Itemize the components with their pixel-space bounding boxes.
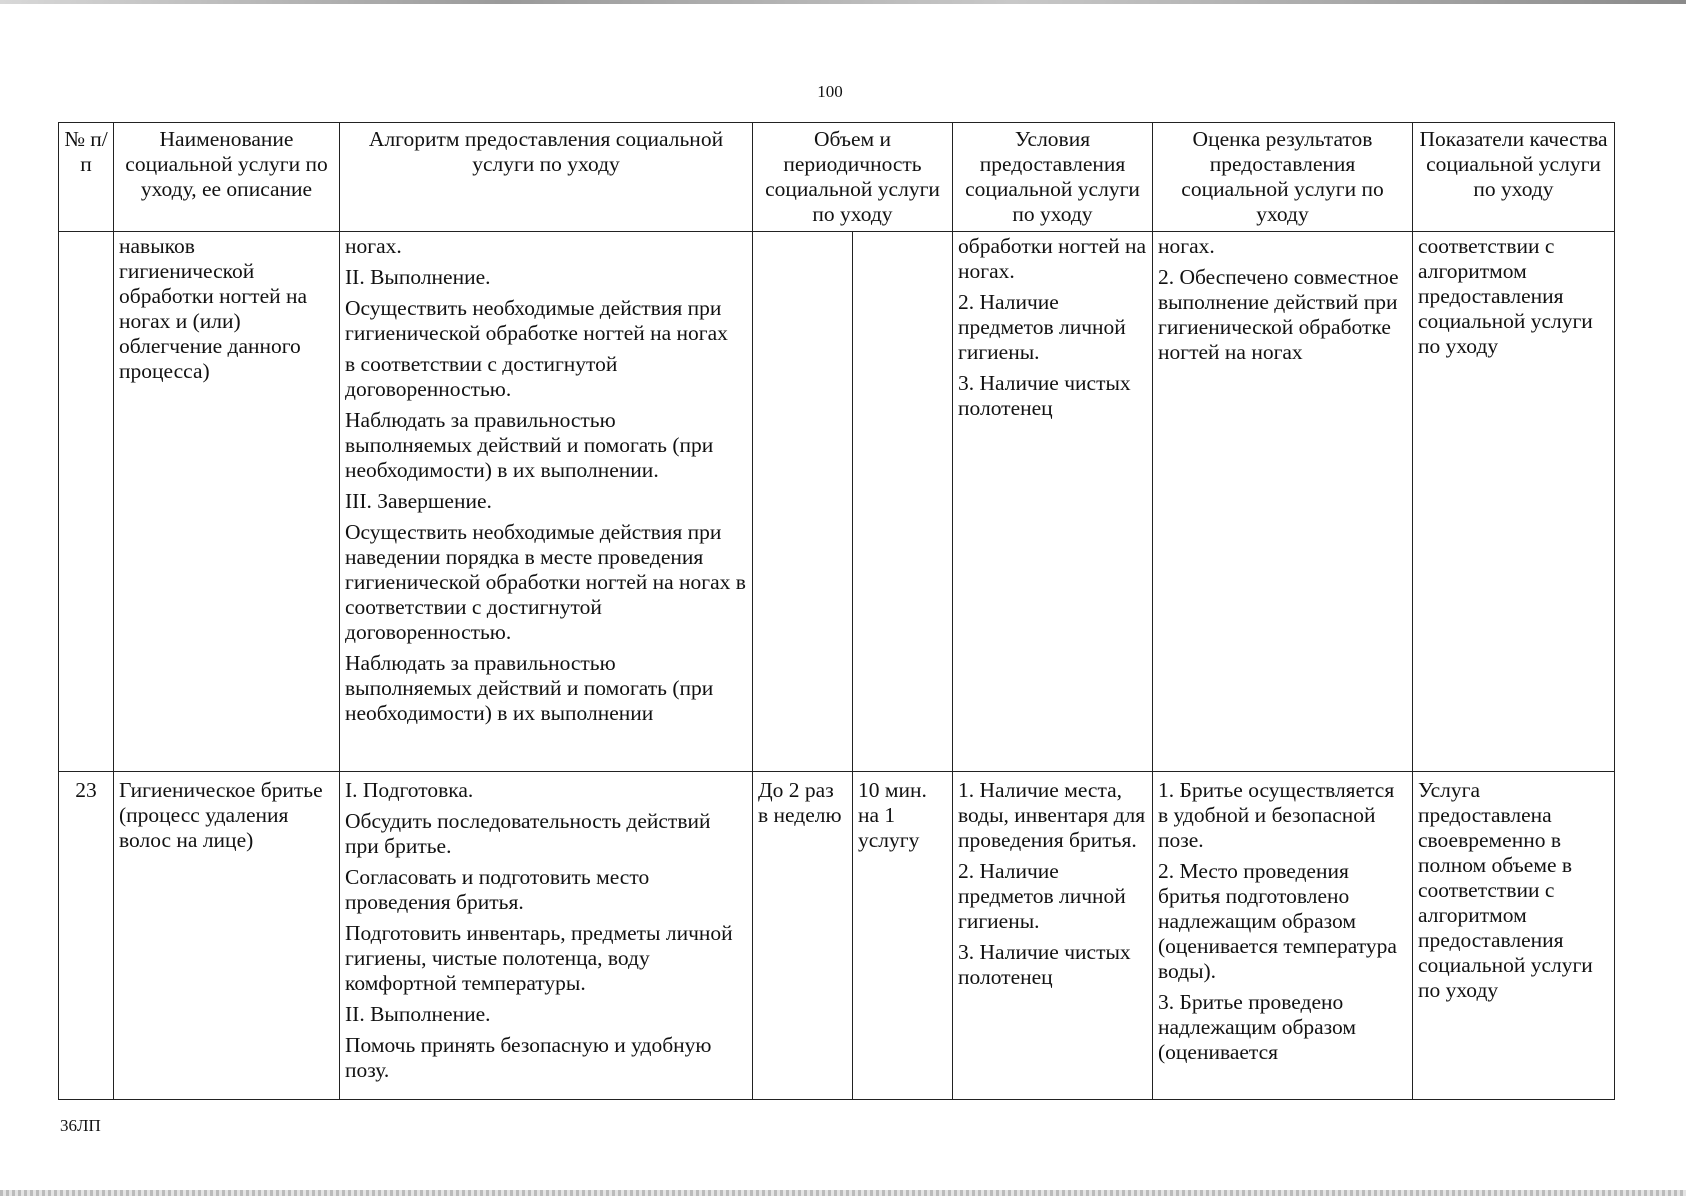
algorithm-step: II. Выполнение.: [345, 1002, 491, 1026]
evaluation-item: 2. Обеспечено совместное выполнение действий при гигиенической обработке ногтей на ногах: [1158, 265, 1399, 364]
algorithm-step: Подготовить инвентарь, предметы личной гигиены, чистые полотенца, воду комфортной температуры.: [345, 921, 733, 995]
algorithm-step: Помочь принять безопасную и удобную позу.: [345, 1033, 712, 1082]
evaluation-item: ногах.: [1158, 234, 1215, 258]
cell-num: [59, 232, 114, 772]
cell-num: 23: [59, 772, 114, 1100]
cell-conditions: [953, 772, 1153, 1100]
algorithm-step: Обсудить последовательность действий при бритье.: [345, 809, 711, 858]
header-evaluation: Оценка результатов предоставления социальной услуги по уходу: [1153, 123, 1413, 232]
condition-item: 3. Наличие чистых полотенец: [958, 371, 1131, 420]
cell-algorithm: [340, 772, 753, 1100]
evaluation-item: 1. Бритье осуществляется в удобной и безопасной позе.: [1158, 778, 1395, 852]
header-algorithm: Алгоритм предоставления социальной услуги по уходу: [340, 123, 753, 232]
header-quality: Показатели качества социальной услуги по уходу: [1413, 123, 1615, 232]
condition-item: обработки ногтей на ногах.: [958, 234, 1147, 283]
algorithm-step: III. Завершение.: [345, 489, 492, 513]
algorithm-step: Согласовать и подготовить место проведения бритья.: [345, 865, 650, 914]
algorithm-step: Наблюдать за правильностью выполняемых действий и помогать (при необходимости) в их выполнении: [345, 651, 714, 725]
condition-item: 1. Наличие места, воды, инвентаря для проведения бритья.: [958, 778, 1146, 852]
algorithm-step: в соответствии с достигнутой договоренностью.: [345, 352, 618, 401]
header-conditions: Условия предоставления социальной услуги по уходу: [953, 123, 1153, 232]
page-number: 100: [817, 82, 843, 101]
cell-quality: Услуга предоставлена своевременно в полном объеме в соответствии с алгоритмом предоставления социальной услуги по уходу: [1413, 772, 1615, 1100]
condition-item: 2. Наличие предметов личной гигиены.: [958, 859, 1126, 933]
cell-evaluation: [1153, 772, 1413, 1100]
cell-volume: До 2 раз в неделю: [753, 772, 853, 1100]
cell-quality: соответствии с алгоритмом предоставления социальной услуги по уходу: [1413, 232, 1615, 772]
scan-edge-bottom: [0, 1190, 1686, 1196]
algorithm-step: Наблюдать за правильностью выполняемых действий и помогать (при необходимости) в их выполнении.: [345, 408, 714, 482]
table-row: [59, 232, 1615, 772]
cell-name: Гигиеническое бритье (процесс удаления волос на лице): [114, 772, 340, 1100]
scan-edge-top: [0, 0, 1686, 4]
condition-item: 2. Наличие предметов личной гигиены.: [958, 290, 1126, 364]
cell-evaluation: [1153, 232, 1413, 772]
table-row: [59, 772, 1615, 1100]
evaluation-item: 3. Бритье проведено надлежащим образом (оценивается: [1158, 990, 1356, 1064]
cell-conditions: [953, 232, 1153, 772]
evaluation-item: 2. Место проведения бритья подготовлено надлежащим образом (оценивается температура воды).: [1158, 859, 1397, 983]
algorithm-step: Осуществить необходимые действия при гигиенической обработке ногтей на ногах: [345, 296, 728, 345]
condition-item: 3. Наличие чистых полотенец: [958, 940, 1131, 989]
algorithm-step: ногах.: [345, 234, 402, 258]
header-volume: Объем и периодичность социальной услуги по уходу: [753, 123, 953, 232]
algorithm-step: Осуществить необходимые действия при наведении порядка в месте проведения гигиенической обработки ногтей на ногах в соответствии с достигнутой договоренностью.: [345, 520, 746, 644]
cell-volume: [753, 232, 853, 772]
header-name: Наименование социальной услуги по уходу, ее описание: [114, 123, 340, 232]
footer-code: 36ЛП: [60, 1116, 101, 1135]
algorithm-step: I. Подготовка.: [345, 778, 474, 802]
algorithm-step: II. Выполнение.: [345, 265, 491, 289]
cell-name: навыков гигиенической обработки ногтей на ногах и (или) облегчение данного процесса): [114, 232, 340, 772]
header-num: № п/п: [59, 123, 114, 232]
cell-periodicity: [853, 232, 953, 772]
table-header-row: [59, 123, 1615, 232]
cell-algorithm: [340, 232, 753, 772]
cell-periodicity: 10 мин. на 1 услугу: [853, 772, 953, 1100]
services-table: [58, 122, 1615, 1100]
